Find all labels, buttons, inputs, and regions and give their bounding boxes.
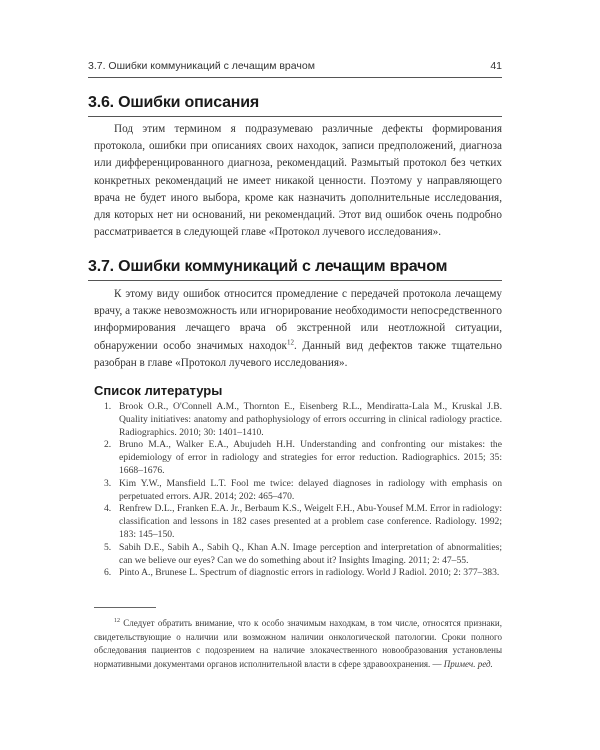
editor-note: Примеч. ред.: [443, 658, 493, 669]
reference-item: [94, 401, 502, 439]
footnote-reference[interactable]: 12: [286, 337, 294, 346]
reference-number: 1.: [104, 401, 112, 412]
section-3-6-paragraph: Под этим термином я подразумеваю различные дефекты формирования протокола, ошибки при описаниях своих находок, записи предположений, диагноза или дифференцированного диагноза, рекомендаций. Размытый протокол без четких конкретных рекомендаций не имеет никакой ценности. Поэтому у направляющего врача не будет иного выбора, кроме как назначить дополнительные исследования, для которых нет ни оснований, ни рекомендаций. Этот вид ошибок очень подробно рассматривается в следующей главе «Протокол лучевого исследования».: [94, 123, 502, 239]
reference-item: [94, 503, 502, 541]
reference-number: 2.: [104, 439, 112, 451]
reference-text: Sabih D.E., Sabih A., Sabih Q., Khan A.N. Image perception and interpretation of abnormalities; can we believe our eyes? Can we do something about it? Insights Imaging. 2011; 2: 47–55.: [119, 541, 502, 566]
section-heading-3-7: 3.7. Ошибки коммуникаций с лечащим врачом: [88, 258, 448, 275]
header-rule: [88, 77, 502, 78]
reference-text: Brook O.R., O'Connell A.M., Thornton E., Eisenberg R.L., Mendiratta-Lala M., Kruskal J.B. Quality initiatives: anatomy and pathophysiology of errors occurring in clinical radiology practice. Radiographics. 2010; 30: 1401–1410.: [119, 401, 502, 438]
section-rule: [88, 116, 502, 117]
reference-text: Renfrew D.L., Franken E.A. Jr., Berbaum K.S., Weigelt F.H., Abu-Yousef M.M. Error in radiology: classification and lessons in 182 cases presented at a problem case conference. Radiology. 1992; 183: 145–150.: [119, 503, 502, 540]
reference-number: 3.: [104, 477, 112, 489]
reference-text: Bruno M.A., Walker E.A., Abujudeh H.H. Understanding and confronting our mistakes: the epidemiology of error in radiology and strategies for error reduction. Radiographics. 2015; 35: 1668–1676.: [119, 439, 502, 476]
section-3-7-paragraph: [94, 286, 502, 372]
section-rule: [88, 280, 502, 281]
reference-item: [94, 478, 502, 504]
reference-text: Pinto A., Brunese L. Spectrum of diagnostic errors in radiology. World J Radiol. 2010; 2: 377–383.: [119, 567, 500, 579]
reference-list: [94, 401, 502, 580]
reference-number: 6.: [104, 567, 112, 579]
reference-text: Kim Y.W., Mansfield L.T. Fool me twice: delayed diagnoses in radiology with emphasis on perpetuated errors. AJR. 2014; 202: 465–470.: [119, 477, 502, 502]
reference-item: [94, 567, 502, 580]
reference-item: [94, 542, 502, 568]
section-heading-3-6: 3.6. Ошибки описания: [88, 94, 260, 111]
reference-number: 5.: [104, 541, 112, 553]
reference-number: 4.: [104, 503, 112, 515]
footnote-mark: 12: [114, 618, 120, 624]
reference-item: [94, 439, 502, 477]
running-head-title: 3.7. Ошибки коммуникаций с лечащим врачом: [88, 60, 315, 72]
page-number: 41: [490, 60, 502, 72]
footnote: [94, 617, 502, 671]
paragraph-text: К этому виду ошибок относится промедление с передачей протокола лечащему врачу, а также невозможность или игнорирование необходимости непосредственного информирования лечащего врача об экстренной или неотложной ситуации, обнаружении особо значимых находок: [94, 288, 502, 352]
bibliography-heading: Список литературы: [94, 383, 223, 398]
footnote-rule: [94, 607, 156, 608]
paragraph-text: . Данный вид дефектов также тщательно разобран в главе «Протокол лучевого исследования».: [94, 339, 502, 369]
running-head: [88, 60, 502, 72]
footnote-text: Следует обратить внимание, что к особо значимым находкам, в том числе, относятся признаки, свидетельствующие о наличии или возможном наличии онкологической патологии. Сроки полного обследования пациентов с подозрением на наличие злокачественного новообразования установлены нормативными документами органов исполнительной власти в сфере здравоохранения. —: [94, 618, 502, 669]
